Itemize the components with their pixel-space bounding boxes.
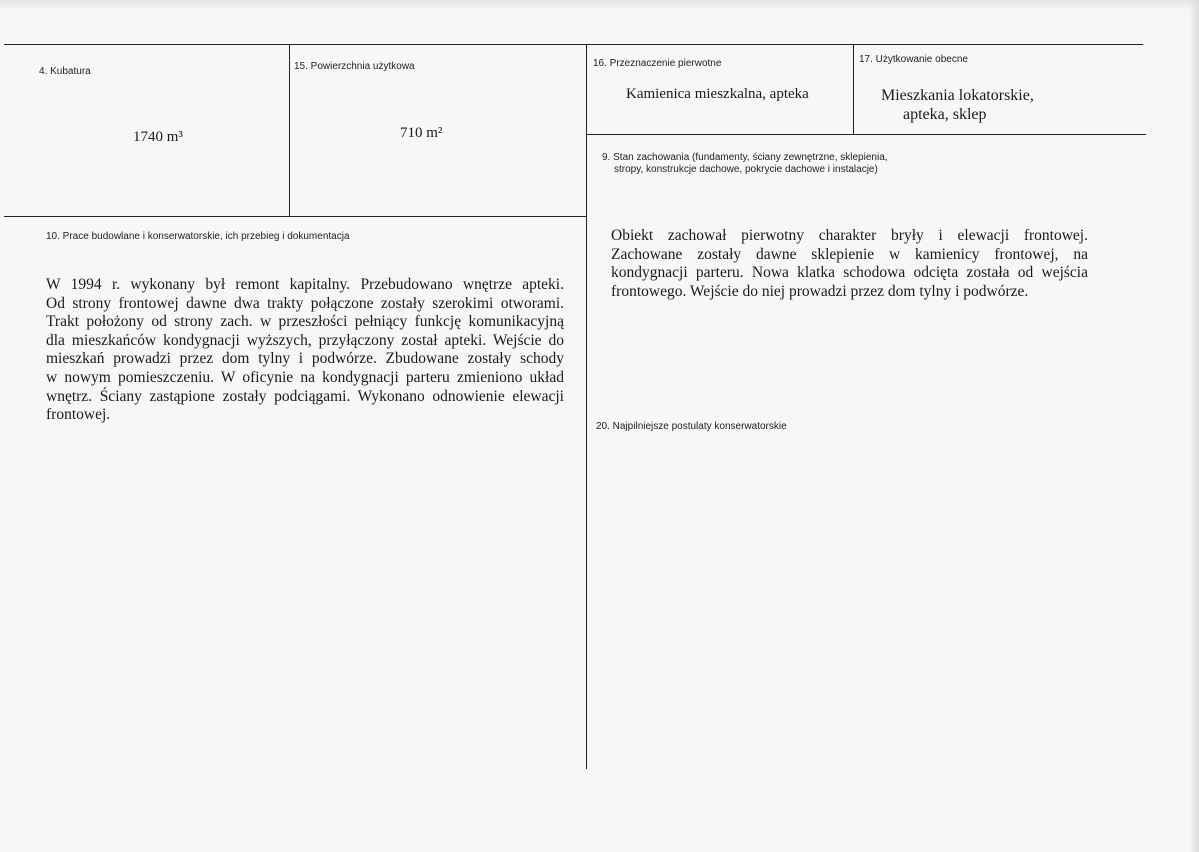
uzytkowanie-value-line1: Mieszkania lokatorskie, [881, 87, 1034, 104]
prace-text-line: Od strony frontowej dawne dwa trakty połączone zostały szerokimi otworami. [46, 294, 564, 312]
stan-text-line: frontowego. Wejście do niej prowadzi przez dom tylny i podwórze. [611, 282, 1029, 300]
top-border-line [4, 44, 1143, 45]
mid-left-line [4, 216, 587, 217]
divider-center [586, 44, 587, 769]
powierzchnia-label: 15. Powierzchnia użytkowa [294, 61, 415, 72]
divider-col1 [289, 44, 290, 216]
mid-right-line [587, 134, 1146, 135]
prace-text-line: dla mieszkańców kondygnacji wyższych, przyłączony został apteki. Wejście do [46, 331, 564, 349]
scan-edge-right [1189, 0, 1199, 852]
scan-edge-top [0, 0, 1199, 10]
kubatura-value: 1740 m³ [133, 129, 183, 145]
prace-text-line: W 1994 r. wykonany był remont kapitalny. Przebudowano wnętrze apteki. [46, 276, 564, 293]
stan-text-line: Zachowane zostały dawne sklepienie w kamienicy frontowej, na [611, 245, 1088, 263]
prace-text-line: Trakt położony od strony zach. w przeszłości pełniący funkcję komunikacyjną [46, 313, 564, 331]
powierzchnia-value: 710 m² [400, 125, 443, 141]
prace-text-line: mieszkań prowadzi przez dom tylny i podwórze. Zbudowane zostały schody [46, 350, 564, 368]
uzytkowanie-label: 17. Użytkowanie obecne [859, 54, 968, 65]
prace-label: 10. Prace budowlane i konserwatorskie, ich przebieg i dokumentacja [46, 231, 350, 242]
uzytkowanie-value-line2: apteka, sklep [903, 106, 987, 123]
prace-text-line: wnętrz. Ściany zastąpione zostały podciągami. Wykonano odnowienie elewacji [46, 387, 564, 405]
stan-text [611, 227, 1088, 301]
prace-text [46, 276, 564, 425]
prace-text-line: w nowym pomieszczeniu. W oficynie na kondygnacji parteru zmieniono układ [46, 368, 564, 386]
stan-text-line: Obiekt zachował pierwotny charakter bryły i elewacji frontowej. [611, 227, 1088, 244]
przeznaczenie-label: 16. Przeznaczenie pierwotne [593, 58, 722, 69]
przeznaczenie-value: Kamienica mieszkalna, apteka [626, 86, 809, 102]
stan-text-line: kondygnacji parteru. Nowa klatka schodowa odcięta została od wejścia [611, 264, 1088, 282]
prace-text-line: frontowej. [46, 406, 111, 424]
kubatura-label: 4. Kubatura [39, 66, 91, 77]
stan-label-line2: stropy, konstrukcje dachowe, pokrycie dachowe i instalacje) [614, 164, 878, 175]
divider-col4 [853, 44, 854, 134]
stan-label-line1: 9. Stan zachowania (fundamenty, ściany zewnętrzne, sklepienia, [602, 152, 888, 163]
postulaty-label: 20. Najpilniejsze postulaty konserwatorskie [596, 421, 787, 432]
